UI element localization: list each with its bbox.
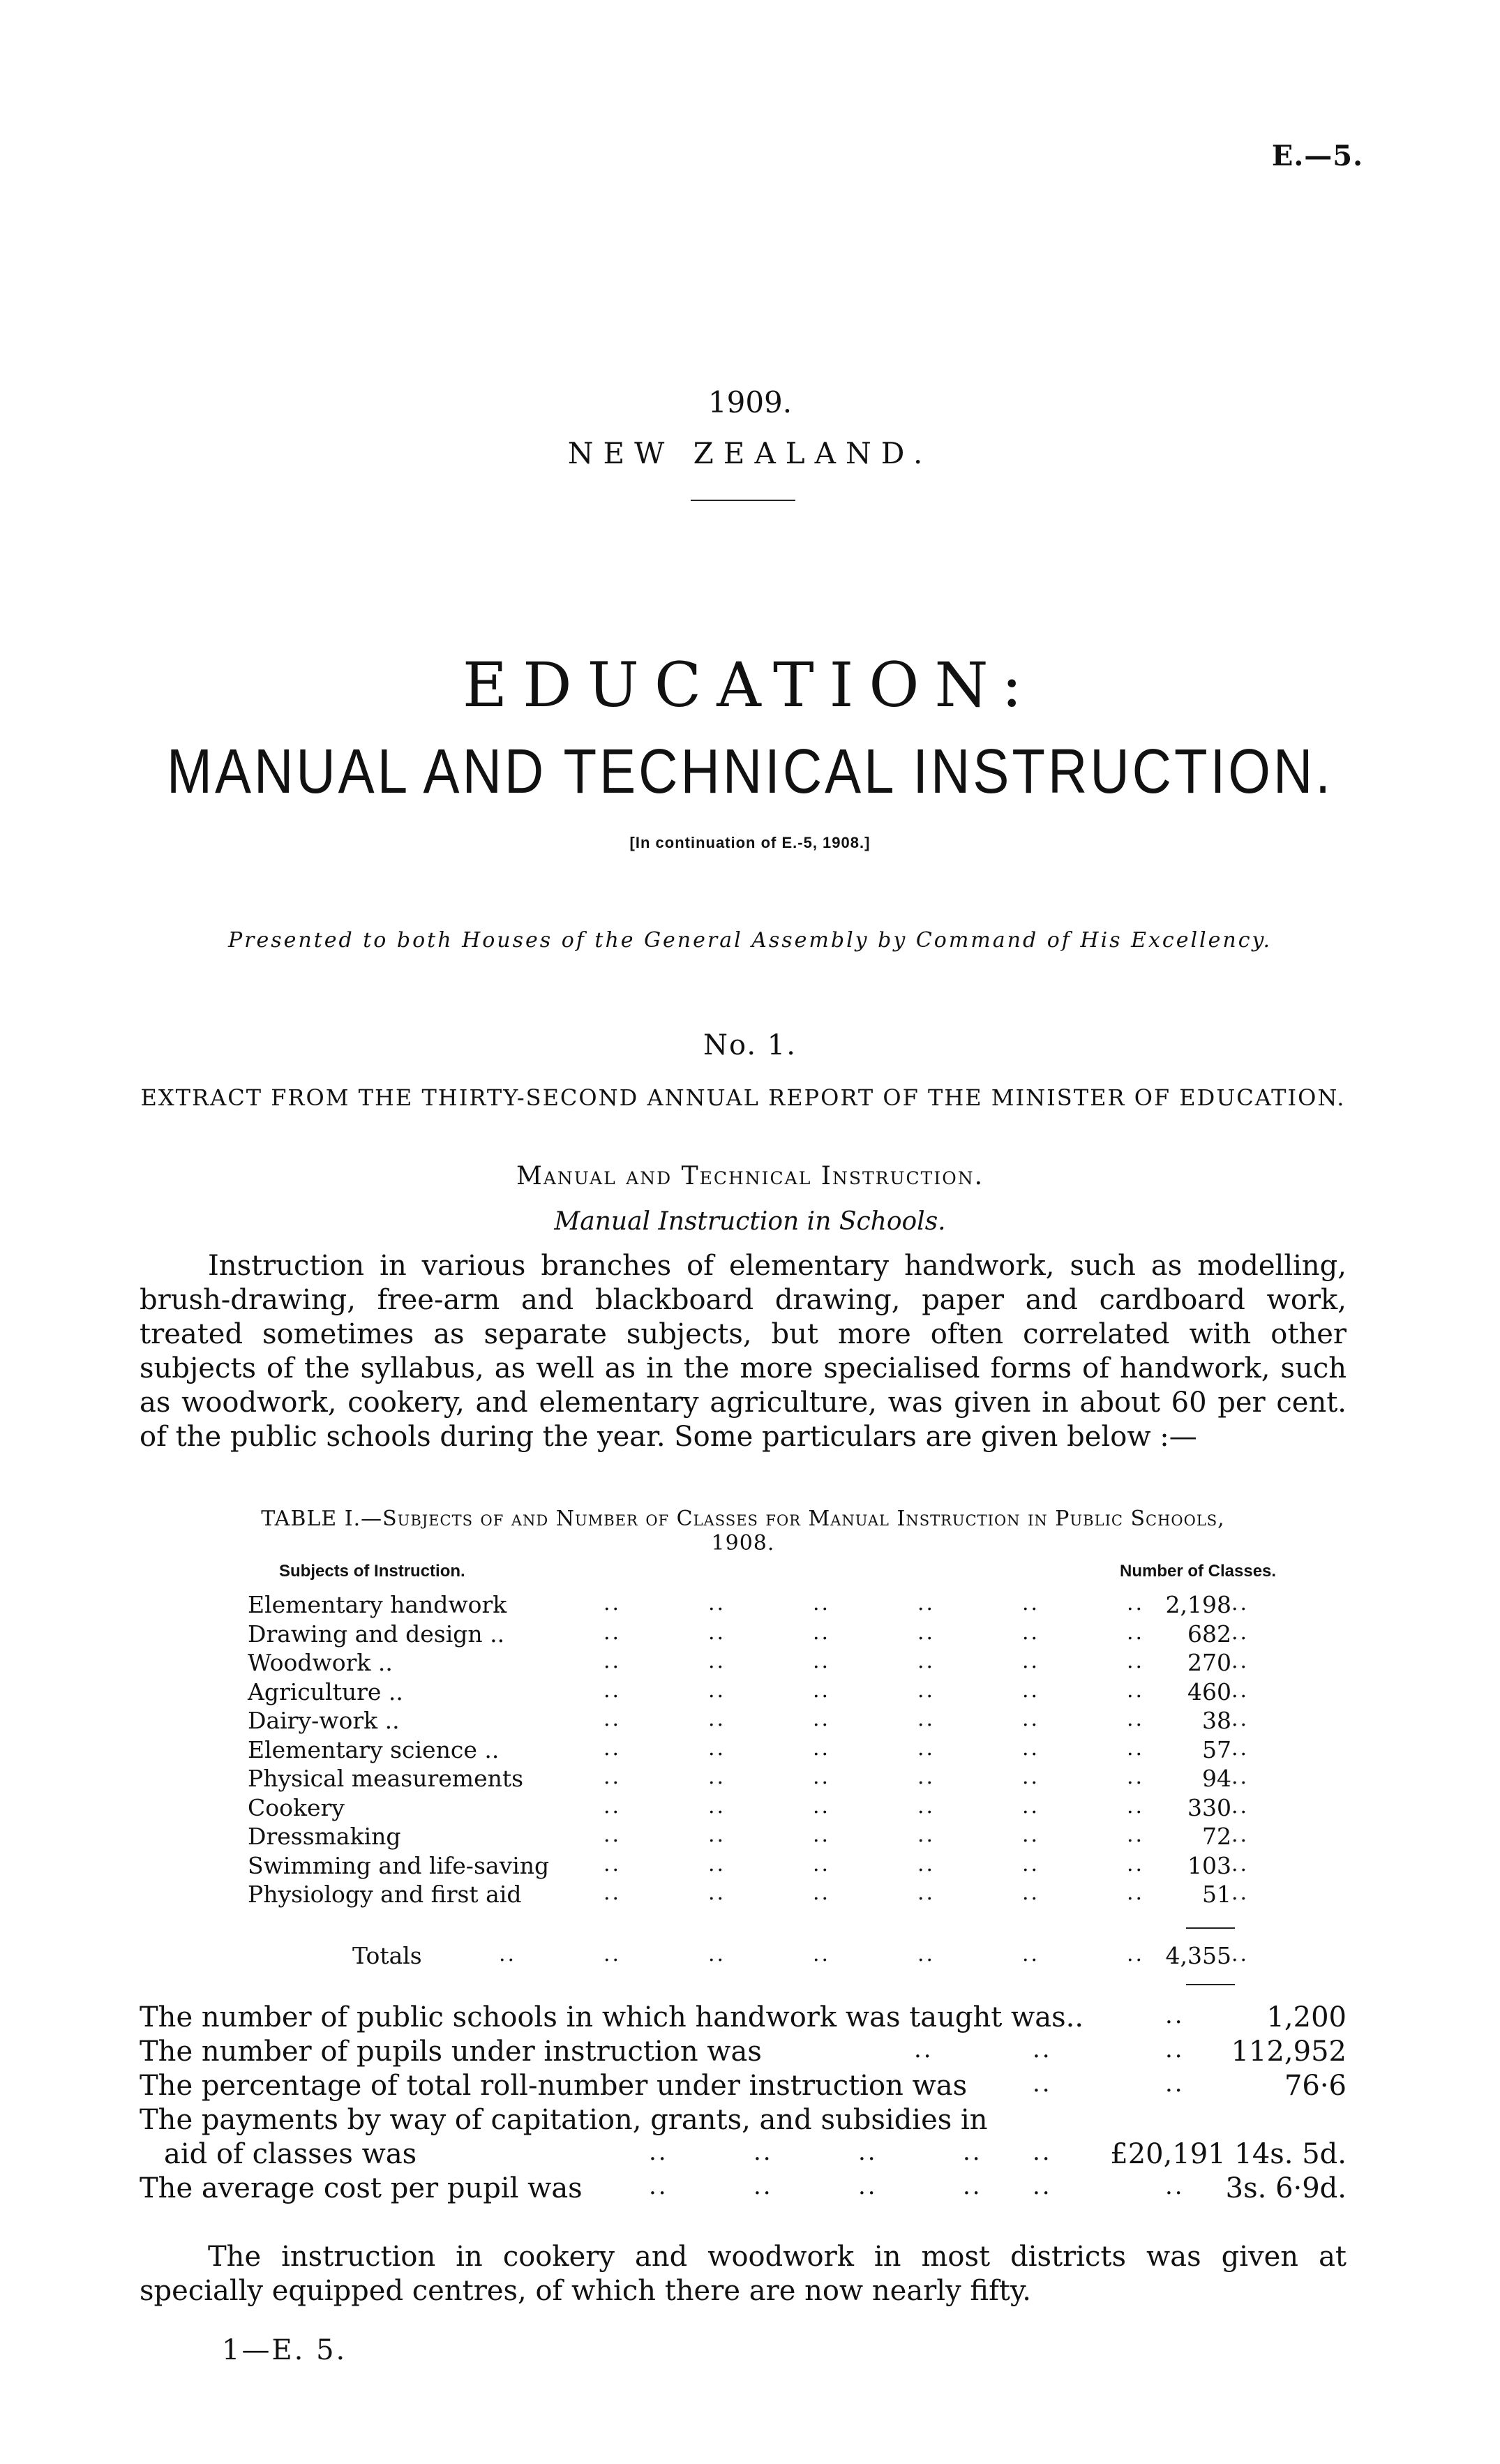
leader-dot: ..	[708, 1851, 726, 1876]
leader-dot: ..	[917, 1649, 936, 1673]
leader-dot: ..	[813, 1765, 831, 1789]
leader-dot: ..	[917, 1881, 936, 1905]
page-subtitle: MANUAL AND TECHNICAL INSTRUCTION.	[167, 736, 1333, 807]
section-subheading: Manual Instruction in Schools.	[554, 1207, 946, 1236]
table-row	[248, 1881, 1280, 1909]
leader-dot: ..	[603, 1823, 622, 1847]
leader-dot: ..	[1022, 1793, 1040, 1819]
leader-dot: ..	[1127, 1707, 1145, 1731]
leader-dot: ..	[1127, 1620, 1145, 1645]
table-totals-row	[248, 1942, 1280, 1971]
leader-dot: ..	[1022, 1851, 1040, 1876]
leader-dot: ..	[813, 1881, 831, 1905]
leader-dot: ..	[813, 1591, 831, 1615]
leader-dot: ..	[813, 1735, 831, 1761]
leader-dot: ..	[1022, 1591, 1040, 1615]
row-subject: Physical measurements	[248, 1765, 524, 1792]
leader-dot: ..	[649, 2172, 668, 2200]
leader-dot: ..	[603, 1851, 622, 1876]
row-classes: 682	[1187, 1620, 1231, 1648]
leader-dot: ..	[1022, 1881, 1040, 1905]
presentation-line: Presented to both Houses of the General Assembly by Command of His Excellency.	[227, 928, 1273, 953]
leader-dot: ..	[917, 1620, 936, 1645]
totals-value: 4,355	[1165, 1942, 1231, 1969]
leader-dot: ..	[917, 1793, 936, 1819]
row-subject: Drawing and design ..	[248, 1620, 505, 1648]
totals-rule-bottom	[1186, 1984, 1235, 1985]
leader-dot: ..	[603, 1942, 622, 1966]
leader-dot: ..	[1022, 1620, 1040, 1645]
leader-dot: ..	[1127, 1735, 1145, 1761]
extract-heading: EXTRACT FROM THE THIRTY-SECOND ANNUAL REPORT OF THE MINISTER OF EDUCATION.	[140, 1084, 1346, 1111]
row-classes: 57	[1202, 1735, 1231, 1763]
row-classes: 72	[1202, 1823, 1231, 1850]
leader-dot: ..	[1231, 1678, 1250, 1703]
leader-dot: ..	[1022, 1707, 1040, 1731]
leader-dot: ..	[1127, 1765, 1145, 1789]
totals-label: Totals	[352, 1942, 422, 1969]
leader-dot: ..	[1022, 1942, 1040, 1966]
leader-dot: ..	[603, 1649, 622, 1673]
stat-value: 3s. 6·9d.	[1225, 2172, 1347, 2204]
row-subject: Physiology and first aid	[248, 1881, 522, 1908]
stat-line	[140, 2172, 1347, 2207]
leader-dot: ..	[1022, 1765, 1040, 1789]
leader-dot: ..	[1127, 1678, 1145, 1703]
leader-dot: ..	[963, 2138, 982, 2166]
leader-dot: ..	[708, 1765, 726, 1789]
leader-dot: ..	[1165, 2172, 1185, 2200]
leader-dot: ..	[603, 1881, 622, 1905]
table-row	[248, 1765, 1280, 1793]
row-classes: 460	[1187, 1678, 1231, 1705]
table-year: 1908.	[711, 1530, 775, 1555]
leader-dot: ..	[813, 1649, 831, 1673]
leader-dot: ..	[813, 1707, 831, 1731]
leader-dot: ..	[603, 1765, 622, 1789]
leader-dot: ..	[708, 1707, 726, 1731]
table-row	[248, 1794, 1280, 1823]
leader-dot: ..	[649, 2138, 668, 2166]
stat-value: £20,191 14s. 5d.	[1110, 2138, 1347, 2170]
row-classes: 270	[1187, 1649, 1231, 1676]
leader-dot: ..	[708, 1881, 726, 1905]
leader-dot: ..	[1022, 1735, 1040, 1761]
stat-text: The number of pupils under instruction was	[140, 2036, 762, 2068]
leader-dot: ..	[603, 1707, 622, 1731]
table-header-subject: Subjects of Instruction.	[279, 1562, 465, 1581]
leader-dot: ..	[858, 2172, 878, 2200]
row-classes: 2,198	[1165, 1591, 1231, 1618]
leader-dot: ..	[1127, 1851, 1145, 1876]
leader-dot: ..	[1022, 1678, 1040, 1703]
leader-dot: ..	[1033, 2036, 1052, 2063]
section-number: No. 1.	[703, 1029, 797, 1061]
stat-text: The average cost per pupil was	[140, 2172, 583, 2204]
stat-line	[140, 2001, 1347, 2036]
stat-line	[140, 2138, 1347, 2172]
table-label: TABLE I.—	[261, 1507, 383, 1531]
leader-dot: ..	[1231, 1649, 1250, 1673]
leader-dot: ..	[813, 1793, 831, 1819]
leader-dot: ..	[917, 1678, 936, 1703]
leader-dot: ..	[917, 1707, 936, 1731]
document-reference: E.—5.	[1271, 140, 1363, 172]
leader-dot: ..	[1022, 1823, 1040, 1847]
leader-dot: ..	[1231, 1823, 1250, 1847]
leader-dot: ..	[1127, 1942, 1145, 1966]
leader-dot: ..	[708, 1678, 726, 1703]
leader-dot: ..	[1231, 1620, 1250, 1645]
leader-dot: ..	[1127, 1793, 1145, 1819]
leader-dot: ..	[1127, 1823, 1145, 1847]
leader-dot: ..	[917, 1591, 936, 1615]
row-subject: Dressmaking	[248, 1823, 401, 1850]
row-classes: 330	[1187, 1793, 1231, 1821]
leader-dot: ..	[1231, 1735, 1250, 1761]
leader-dot: ..	[708, 1823, 726, 1847]
leader-dot: ..	[858, 2138, 878, 2166]
leader-dot: ..	[603, 1735, 622, 1761]
page-title: EDUCATION:	[462, 649, 1038, 721]
row-subject: Cookery	[248, 1793, 345, 1821]
leader-dot: ..	[917, 1851, 936, 1876]
leader-dot: ..	[1231, 1942, 1250, 1966]
leader-dot: ..	[708, 1620, 726, 1645]
row-classes: 38	[1202, 1707, 1231, 1734]
row-subject: Dairy-work ..	[248, 1707, 400, 1734]
section-heading: Manual and Technical Instruction.	[516, 1162, 984, 1190]
leader-dot: ..	[963, 2172, 982, 2200]
table-caption-text: Subjects of and Number of Classes for Manual Instruction in Public Schools,	[382, 1507, 1225, 1531]
leader-dot: ..	[1231, 1851, 1250, 1876]
leader-dot: ..	[813, 1851, 831, 1876]
leader-dot: ..	[917, 1942, 936, 1966]
closing-paragraph: The instruction in cookery and woodwork in most districts was given at specially equipped centres, of which there are now nearly fifty.	[140, 2241, 1347, 2307]
row-classes: 94	[1202, 1765, 1231, 1792]
row-classes: 103	[1187, 1851, 1231, 1879]
stat-text: The number of public schools in which handwork was taught was..	[140, 2001, 1084, 2033]
table-header-classes: Number of Classes.	[1120, 1562, 1277, 1581]
report-year: 1909.	[707, 385, 793, 419]
leader-dot: ..	[1165, 2001, 1185, 2029]
leader-dot: ..	[603, 1620, 622, 1645]
table-row	[248, 1736, 1280, 1765]
leader-dot: ..	[1127, 1881, 1145, 1905]
leader-dot: ..	[1231, 1881, 1250, 1905]
row-classes: 51	[1202, 1881, 1231, 1908]
table-row	[248, 1678, 1280, 1707]
leader-dot: ..	[813, 1823, 831, 1847]
leader-dot: ..	[1231, 1765, 1250, 1789]
leader-dot: ..	[708, 1591, 726, 1615]
totals-rule-top	[1186, 1927, 1235, 1929]
continuation-note: [In continuation of E.-5, 1908.]	[629, 834, 871, 851]
leader-dot: ..	[1231, 1707, 1250, 1731]
leader-dot: ..	[1127, 1649, 1145, 1673]
leader-dot: ..	[1165, 2070, 1185, 2098]
row-subject: Elementary science ..	[248, 1735, 500, 1763]
leader-dot: ..	[813, 1678, 831, 1703]
leader-dot: ..	[914, 2036, 933, 2063]
stat-line	[140, 2104, 1347, 2138]
row-subject: Agriculture ..	[248, 1678, 403, 1705]
table-row	[248, 1649, 1280, 1678]
stat-value: 112,952	[1231, 2036, 1347, 2068]
title-divider	[691, 500, 795, 501]
table-row	[248, 1620, 1280, 1649]
stat-text: The percentage of total roll-number under instruction was	[140, 2070, 968, 2102]
leader-dot: ..	[917, 1765, 936, 1789]
leader-dot: ..	[708, 1942, 726, 1966]
row-subject: Elementary handwork	[248, 1591, 507, 1618]
table-row	[248, 1852, 1280, 1881]
leader-dot: ..	[603, 1591, 622, 1615]
leader-dot: ..	[499, 1942, 517, 1966]
leader-dot: ..	[813, 1942, 831, 1966]
intro-paragraph: Instruction in various branches of elementary handwork, such as modelling, brush-drawing, free-arm and blackboard drawing, paper and cardboard work, treated sometimes as separate subjects, but more often correlated with other subjects of the syllabus, as well as in the more specialised forms of handwork, such as woodwork, cookery, and elementary agriculture, was given in about 60 per cent. of the public schools during the year. Some particulars are given below :—	[140, 1250, 1347, 1453]
row-subject: Swimming and life-saving	[248, 1851, 550, 1879]
country-heading: NEW ZEALAND.	[567, 436, 933, 470]
table-row	[248, 1823, 1280, 1851]
stat-value: 1,200	[1266, 2001, 1347, 2033]
leader-dot: ..	[708, 1735, 726, 1761]
stat-text: aid of classes was	[164, 2138, 417, 2170]
leader-dot: ..	[1022, 1649, 1040, 1673]
leader-dot: ..	[917, 1735, 936, 1761]
table-caption	[140, 1507, 1347, 1555]
leader-dot: ..	[1231, 1793, 1250, 1819]
leader-dot: ..	[708, 1793, 726, 1819]
leader-dot: ..	[753, 2138, 773, 2166]
leader-dot: ..	[1033, 2172, 1052, 2200]
leader-dot: ..	[753, 2172, 773, 2200]
leader-dot: ..	[603, 1793, 622, 1819]
leader-dot: ..	[813, 1620, 831, 1645]
leader-dot: ..	[603, 1678, 622, 1703]
page-identifier: 1—E. 5.	[222, 2334, 347, 2366]
leader-dot: ..	[1231, 1591, 1250, 1615]
leader-dot: ..	[1127, 1591, 1145, 1615]
table-row	[248, 1591, 1280, 1620]
row-subject: Woodwork ..	[248, 1649, 393, 1676]
leader-dot: ..	[1165, 2036, 1185, 2063]
table-row	[248, 1707, 1280, 1735]
stat-value: 76·6	[1284, 2070, 1347, 2102]
leader-dot: ..	[917, 1823, 936, 1847]
stat-line	[140, 2036, 1347, 2070]
leader-dot: ..	[1033, 2138, 1052, 2166]
stat-line	[140, 2070, 1347, 2104]
leader-dot: ..	[708, 1649, 726, 1673]
leader-dot: ..	[1033, 2070, 1052, 2098]
stat-text: The payments by way of capitation, grants, and subsidies in	[140, 2104, 988, 2136]
